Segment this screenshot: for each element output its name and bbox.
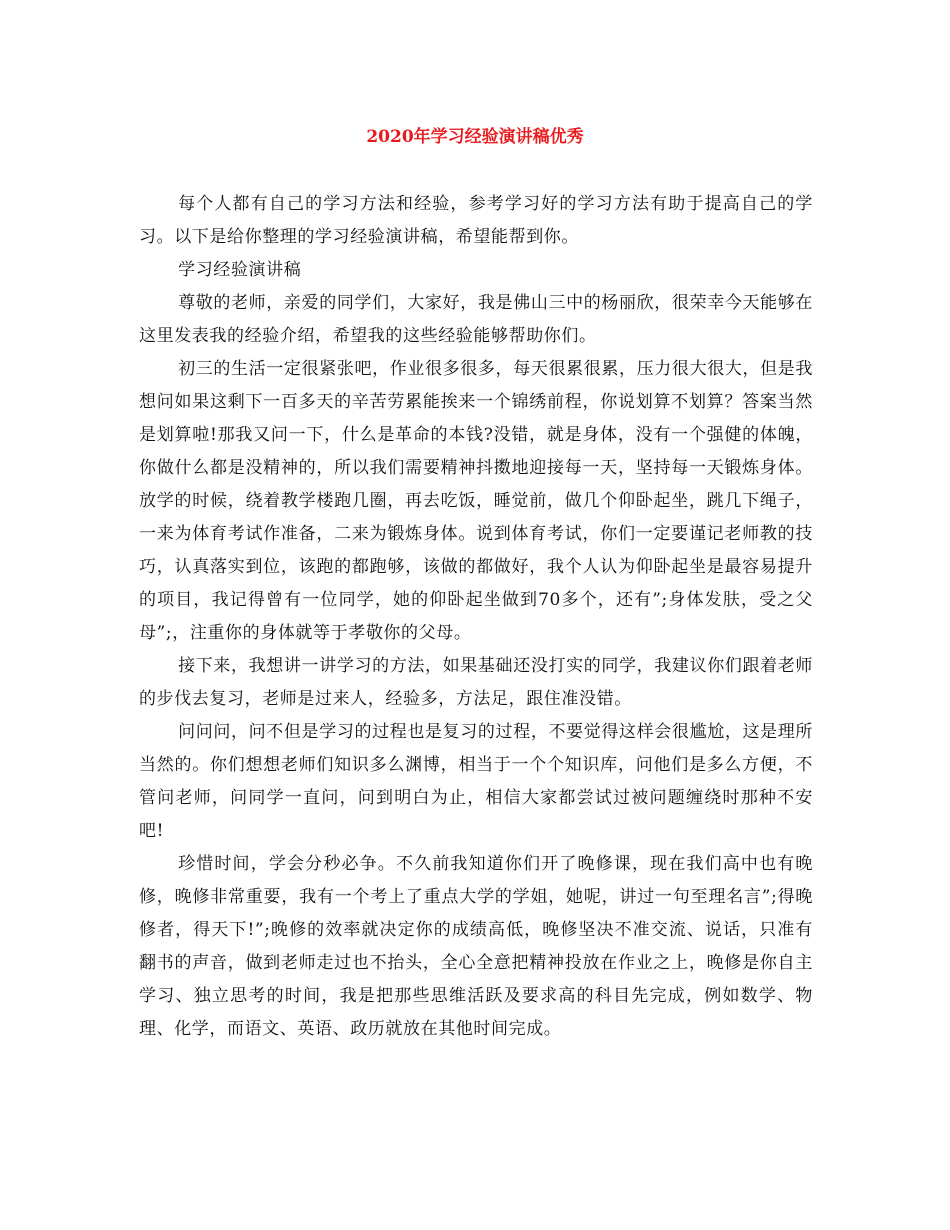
document-title: 2020年学习经验演讲稿优秀 [366, 127, 584, 147]
paragraph-method: 接下来，我想讲一讲学习的方法，如果基础还没打实的同学，我建议你们跟着老师的步伐去复习，老师是过来人，经验多，方法足，跟住准没错。 [139, 656, 813, 709]
paragraph-time: 珍惜时间，学会分秒必争。不久前我知道你们开了晚修课，现在我们高中也有晚修，晚修非常重要，我有一个考上了重点大学的学姐，她呢，讲过一句至理名言”;得晚修者，得天下!”;晚修的效率就决定你的成绩高低，晚修坚决不准交流、说话，只准有翻书的声音，做到老师走过也不抬头，全心全意把精神投放在作业之上，晚修是你自主学习、独立思考的时间，我是把那些思维活跃及要求高的科目先完成，例如数学、物理、化学，而语文、英语、政历就放在其他时间完成。 [139, 854, 813, 1039]
document-body [139, 188, 813, 1046]
paragraph-subheading: 学习经验演讲稿 [178, 260, 302, 280]
paragraph-greeting: 尊敬的老师，亲爱的同学们，大家好，我是佛山三中的杨丽欣，很荣幸今天能够在这里发表我的经验介绍，希望我的这些经验能够帮助你们。 [139, 293, 813, 346]
paragraph-ask-questions: 问问问，问不但是学习的过程也是复习的过程，不要觉得这样会很尴尬，这是理所当然的。你们想想老师们知识多么渊博，相当于一个个知识库，问他们是多么方便，不管问老师，问同学一直问，问到明白为止，相信大家都尝试过被问题缠绕时那种不安吧! [139, 722, 813, 841]
paragraph-intro: 每个人都有自己的学习方法和经验，参考学习好的学习方法有助于提高自己的学习。以下是给你整理的学习经验演讲稿，希望能帮到你。 [139, 194, 813, 247]
paragraph-health: 初三的生活一定很紧张吧，作业很多很多，每天很累很累，压力很大很大，但是我想问如果这剩下一百多天的辛苦劳累能挨来一个锦绣前程，你说划算不划算？答案当然是划算啦!那我又问一下，什么是革命的本钱?没错，就是身体，没有一个强健的体魄，你做什么都是没精神的，所以我们需要精神抖擞地迎接每一天，坚持每一天锻炼身体。放学的时候，绕着教学楼跑几圈，再去吃饭，睡觉前，做几个仰卧起坐，跳几下绳子，一来为体育考试作准备，二来为锻炼身体。说到体育考试，你们一定要谨记老师教的技巧，认真落实到位，该跑的都跑够，该做的都做好，我个人认为仰卧起坐是最容易提升的项目，我记得曾有一位同学，她的仰卧起坐做到70多个，还有”;身体发肤，受之父母”;，注重你的身体就等于孝敬你的父母。 [139, 359, 813, 643]
